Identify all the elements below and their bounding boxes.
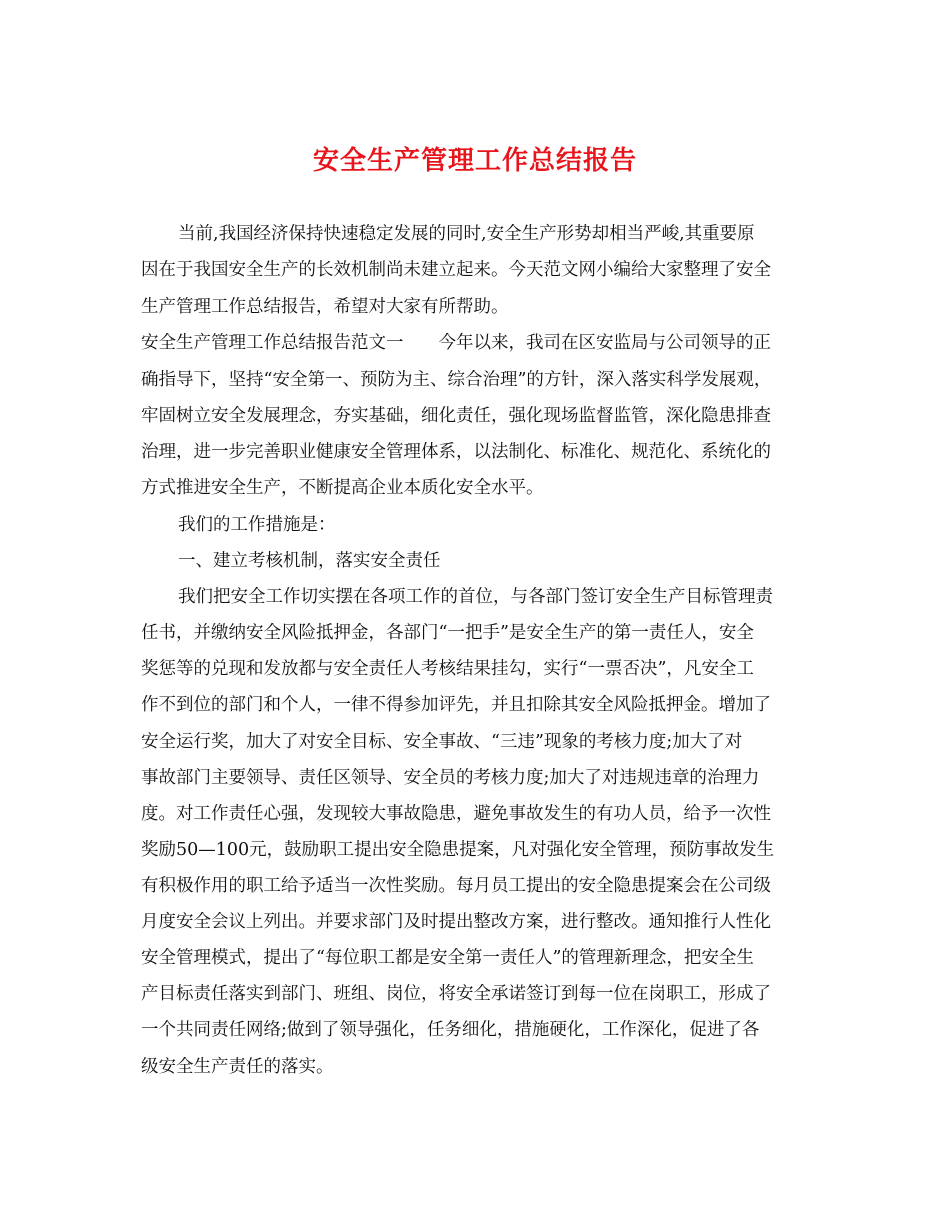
body-line: 度。对工作责任心强，发现较大事故隐患，避免事故发生的有功人员，给予一次性 [141,804,771,824]
body-line: 安全管理模式，提出了“每位职工都是安全第一责任人”的管理新理念，把安全生 [141,948,754,968]
body-line: 事故部门主要领导、责任区领导、安全员的考核力度;加大了对违规违章的治理力 [141,768,760,788]
body-line: 安全生产管理工作总结报告范文一 今年以来，我司在区安监局与公司领导的正 [141,333,771,353]
body-line: 治理，进一步完善职业健康安全管理体系，以法制化、标准化、规范化、系统化的 [141,442,771,462]
body-line: 安全运行奖，加大了对安全目标、安全事故、“三违”现象的考核力度;加大了对 [141,732,743,752]
section-heading: 一、建立考核机制，落实安全责任 [178,551,441,571]
body-line: 任书，并缴纳安全风险抵押金，各部门“一把手”是安全生产的第一责任人，安全 [141,623,754,643]
body-line: 产目标责任落实到部门、班组、岗位，将安全承诺签订到每一位在岗职工，形成了 [141,984,771,1004]
document-title: 安全生产管理工作总结报告 [312,146,637,176]
body-line: 牢固树立安全发展理念，夯实基础，细化责任，强化现场监督监管，深化隐患排查 [141,406,771,426]
body-line: 生产管理工作总结报告，希望对大家有所帮助。 [141,297,509,317]
body-line: 作不到位的部门和个人，一律不得参加评先，并且扣除其安全风险抵押金。增加了 [141,695,771,715]
body-line: 我们把安全工作切实摆在各项工作的首位，与各部门签订安全生产目标管理责 [178,587,773,607]
body-line: 我们的工作措施是： [178,515,336,535]
body-line: 有积极作用的职工给予适当一次性奖励。每月员工提出的安全隐患提案会在公司级 [141,876,771,896]
body-line: 一个共同责任网络;做到了领导强化，任务细化，措施硬化，工作深化，促进了各 [141,1020,760,1040]
body-line: 月度安全会议上列出。并要求部门及时提出整改方案，进行整改。通知推行人性化 [141,912,771,932]
body-line: 奖励50—100元，鼓励职工提出安全隐患提案，凡对强化安全管理，预防事故发生 [141,840,775,860]
body-line: 级安全生产责任的落实。 [141,1057,334,1077]
body-line: 因在于我国安全生产的长效机制尚未建立起来。今天范文网小编给大家整理了安全 [141,260,771,280]
body-line: 奖惩等的兑现和发放都与安全责任人考核结果挂勾，实行“一票否决”，凡安全工 [141,659,754,679]
body-line: 当前,我国经济保持快速稳定发展的同时,安全生产形势却相当严峻,其重要原 [178,224,755,244]
body-line: 方式推进安全生产，不断提高企业本质化安全水平。 [141,478,544,498]
body-line: 确指导下，坚持“安全第一、预防为主、综合治理”的方针，深入落实科学发展观， [141,370,772,390]
